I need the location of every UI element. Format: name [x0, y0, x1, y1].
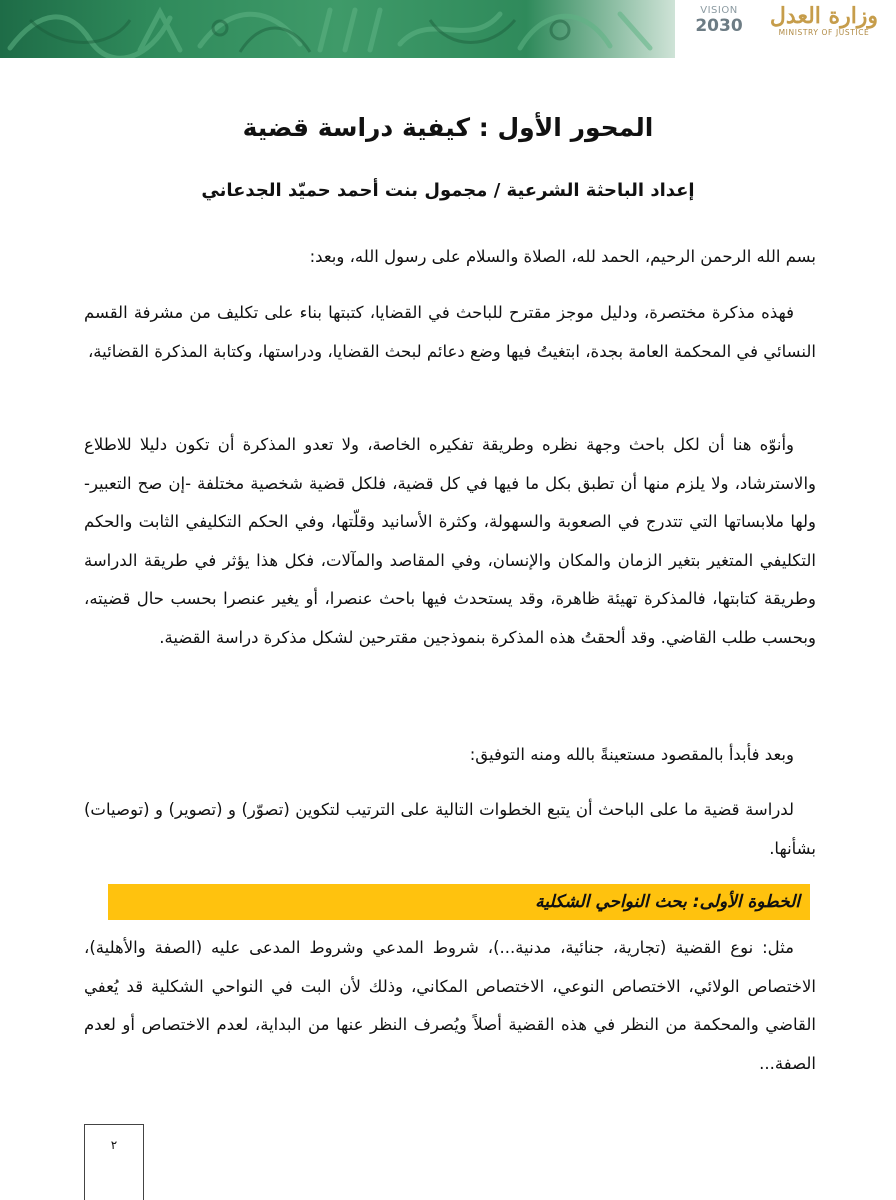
- step1-heading-highlight: [108, 884, 810, 920]
- paragraph-note: وأنوّه هنا أن لكل باحث وجهة نظره وطريقة تفكيره الخاصة، ولا تعدو المذكرة أن تكون دليلا للاطلاع والاسترشاد، ولا يلزم منها أن تطبق بكل ما فيها في كل قضية، فلكل قضية شخصية مختلفة -إن صح التعبير- ولها ملابساتها التي تتدرج في الصعوبة والسهولة، وكثرة الأسانيد وقلّتها، وفي الحكم التكليفي الثابت والحكم التكليفي المتغير بتغير الزمان والمكان والإنسان، وفي المقاصد والمآلات، فكل هذا يؤثر في طريقة الدراسة وطريقة كتابتها، فالمذكرة تهيئة ظاهرة، وقد يستحدث فيها باحث عنصرا، أو يغير عنصرا بحسب حال قضيته، وبحسب طلب القاضي. وقد ألحقتُ هذه المذكرة بنموذجين مقترحين لشكل مذكرة دراسة القضية.: [84, 435, 816, 647]
- step1-heading: الخطوة الأولى: بحث النواحي الشكلية: [535, 892, 800, 912]
- ministry-of-justice-logo: [756, 4, 892, 54]
- decorative-calligraphy-band: [0, 0, 675, 58]
- ministry-english-name: MINISTRY OF JUSTICE: [778, 28, 870, 38]
- paragraph-start: وبعد فأبدأ بالمقصود مستعينةً بالله ومنه التوفيق:: [469, 745, 794, 764]
- vision-year: 2030: [695, 16, 743, 36]
- page-number: ٢: [110, 1138, 118, 1152]
- paragraph-steps-intro: لدراسة قضية ما على الباحث أن يتبع الخطوات التالية على الترتيب لتكوين (تصوّر) و (تصوير) و (توصيات) بشأنها.: [84, 800, 816, 858]
- ministry-arabic-name: وزارة العدل: [769, 3, 879, 29]
- vision-2030-logo: [684, 6, 754, 52]
- page-number-box: [84, 1124, 144, 1200]
- vision-label: VISION: [700, 5, 738, 16]
- document-author: إعداد الباحثة الشرعية / مجمول بنت أحمد حميّد الجدعاني: [201, 180, 695, 201]
- opening-basmala: بسم الله الرحمن الرحيم، الحمد لله، الصلاة والسلام على رسول الله، وبعد:: [309, 247, 816, 266]
- step1-body: مثل: نوع القضية (تجارية، جنائية، مدنية...)، شروط المدعي وشروط المدعى عليه (الصفة والأهلية)، الاختصاص الولائي، الاختصاص النوعي، الاختصاص المكاني، وذلك لأن البت في النواحي الشكلية قد يُعفي القاضي والمحكمة من النظر في هذه القضية أصلاً ويُصرف النظر عنها من البداية، لعدم الاختصاص أو لعدم الصفة...: [84, 938, 816, 1073]
- header-banner: [0, 0, 896, 58]
- calligraphy-pattern-icon: [0, 0, 675, 58]
- document-title: المحور الأول : كيفية دراسة قضية: [242, 113, 654, 142]
- paragraph-intro: فهذه مذكرة مختصرة، ودليل موجز مقترح للباحث في القضايا، كتبتها بناء على تكليف من مشرفة القسم النسائي في المحكمة العامة بجدة، ابتغيتُ فيها وضع دعائم لبحث القضايا، ودراستها، وكتابة المذكرة القضائية،: [84, 303, 816, 361]
